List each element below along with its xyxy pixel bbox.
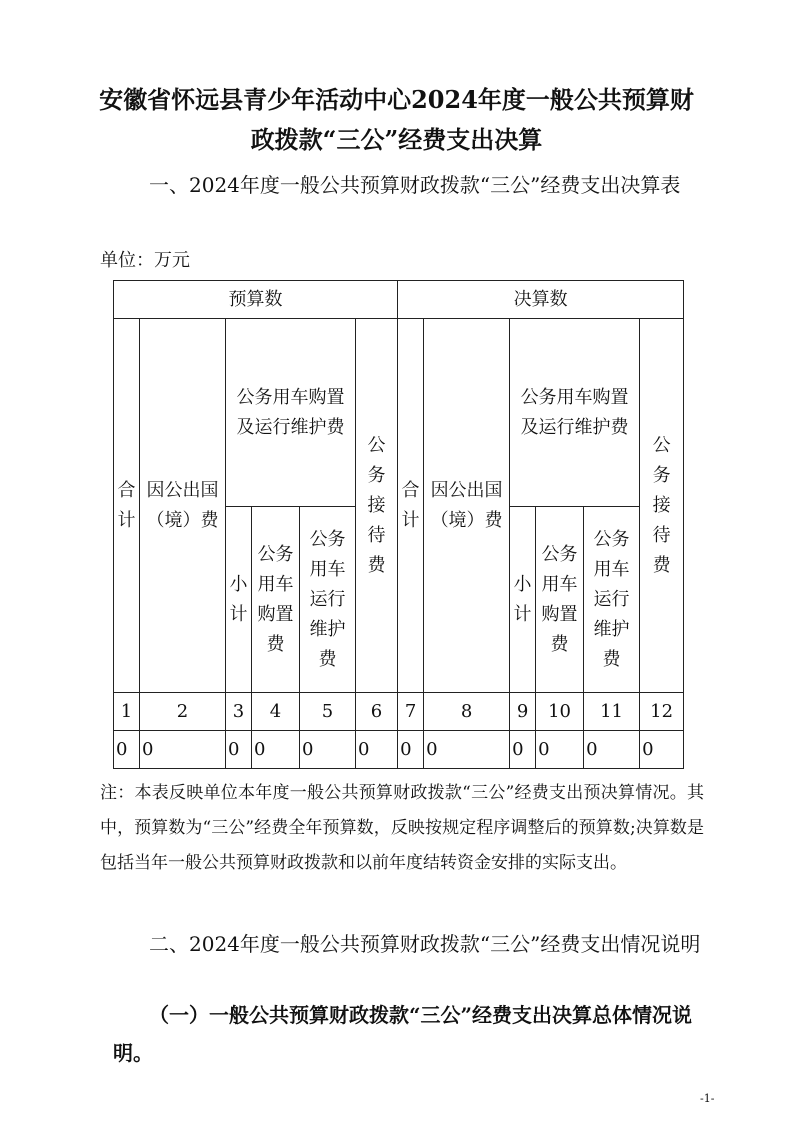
three-public-expense-table xyxy=(113,280,684,769)
header-car-operation xyxy=(300,507,356,693)
document-title-line1: 安徽省怀远县青少年活动中心2024年度一般公共预算财 xyxy=(99,85,694,114)
header-total-final xyxy=(398,319,424,693)
header-car-text: 公务用车购置及运行维护费 xyxy=(236,386,345,438)
value-12: 0 xyxy=(640,731,684,769)
header-subtotal xyxy=(226,507,252,693)
value-9: 0 xyxy=(510,731,536,769)
page-number: -1- xyxy=(700,1092,715,1105)
col-num-7: 7 xyxy=(398,693,424,731)
value-7: 0 xyxy=(398,731,424,769)
value-11: 0 xyxy=(584,731,640,769)
header-abroad-final xyxy=(424,319,510,693)
header-abroad xyxy=(140,319,226,693)
header-car-final-text: 公务用车购置及运行维护费 xyxy=(520,386,629,438)
header-total-text: 合计 xyxy=(117,479,136,531)
section-heading-1: 一、2024年度一般公共预算财政拨款“三公”经费支出决算表 xyxy=(149,173,681,197)
col-num-6: 6 xyxy=(356,693,398,731)
header-reception-text: 公务接待费 xyxy=(367,434,386,576)
value-1: 0 xyxy=(114,731,140,769)
header-car-purchase xyxy=(252,507,300,693)
header-car-operation-final-text: 公务用车运行维护费 xyxy=(593,528,630,670)
header-subtotal-text: 小计 xyxy=(229,573,248,625)
col-num-11: 11 xyxy=(584,693,640,731)
col-num-2: 2 xyxy=(140,693,226,731)
header-reception-final xyxy=(640,319,684,693)
col-num-12: 12 xyxy=(640,693,684,731)
header-budget: 预算数 xyxy=(114,281,398,319)
header-car-final xyxy=(510,319,640,507)
col-num-4: 4 xyxy=(252,693,300,731)
unit-label: 单位：万元 xyxy=(100,250,190,271)
header-final: 决算数 xyxy=(398,281,684,319)
header-car-operation-text: 公务用车运行维护费 xyxy=(309,528,346,670)
value-4: 0 xyxy=(252,731,300,769)
header-subtotal-final-text: 小计 xyxy=(513,573,532,625)
header-reception xyxy=(356,319,398,693)
header-abroad-text: 因公出国（境）费 xyxy=(146,479,219,531)
header-car-purchase-final-text: 公务用车购置费 xyxy=(541,543,578,655)
document-title-line2: 政拨款“三公”经费支出决算 xyxy=(250,125,543,154)
header-subtotal-final xyxy=(510,507,536,693)
value-8: 0 xyxy=(424,731,510,769)
col-num-1: 1 xyxy=(114,693,140,731)
table-note: 注：本表反映单位本年度一般公共预算财政拨款“三公”经费支出预决算情况。其中，预算数为“三公”经费全年预算数，反映按规定程序调整后的预算数;决算数是包括当年一般公共预算财政拨款和以前年度结转资金安排的实际支出。 xyxy=(100,783,704,873)
value-3: 0 xyxy=(226,731,252,769)
col-num-5: 5 xyxy=(300,693,356,731)
header-car xyxy=(226,319,356,507)
header-total-final-text: 合计 xyxy=(401,479,420,531)
value-6: 0 xyxy=(356,731,398,769)
header-abroad-final-text: 因公出国（境）费 xyxy=(430,479,503,531)
header-car-purchase-final xyxy=(536,507,584,693)
value-10: 0 xyxy=(536,731,584,769)
section-heading-2: 二、2024年度一般公共预算财政拨款“三公”经费支出情况说明 xyxy=(149,932,701,956)
col-num-8: 8 xyxy=(424,693,510,731)
subsection-heading-1: （一）一般公共预算财政拨款“三公”经费支出决算总体情况说明。 xyxy=(113,1003,693,1065)
header-car-purchase-text: 公务用车购置费 xyxy=(257,543,294,655)
col-num-10: 10 xyxy=(536,693,584,731)
header-total xyxy=(114,319,140,693)
header-reception-final-text: 公务接待费 xyxy=(652,434,671,576)
value-5: 0 xyxy=(300,731,356,769)
header-car-operation-final xyxy=(584,507,640,693)
value-2: 0 xyxy=(140,731,226,769)
col-num-3: 3 xyxy=(226,693,252,731)
col-num-9: 9 xyxy=(510,693,536,731)
